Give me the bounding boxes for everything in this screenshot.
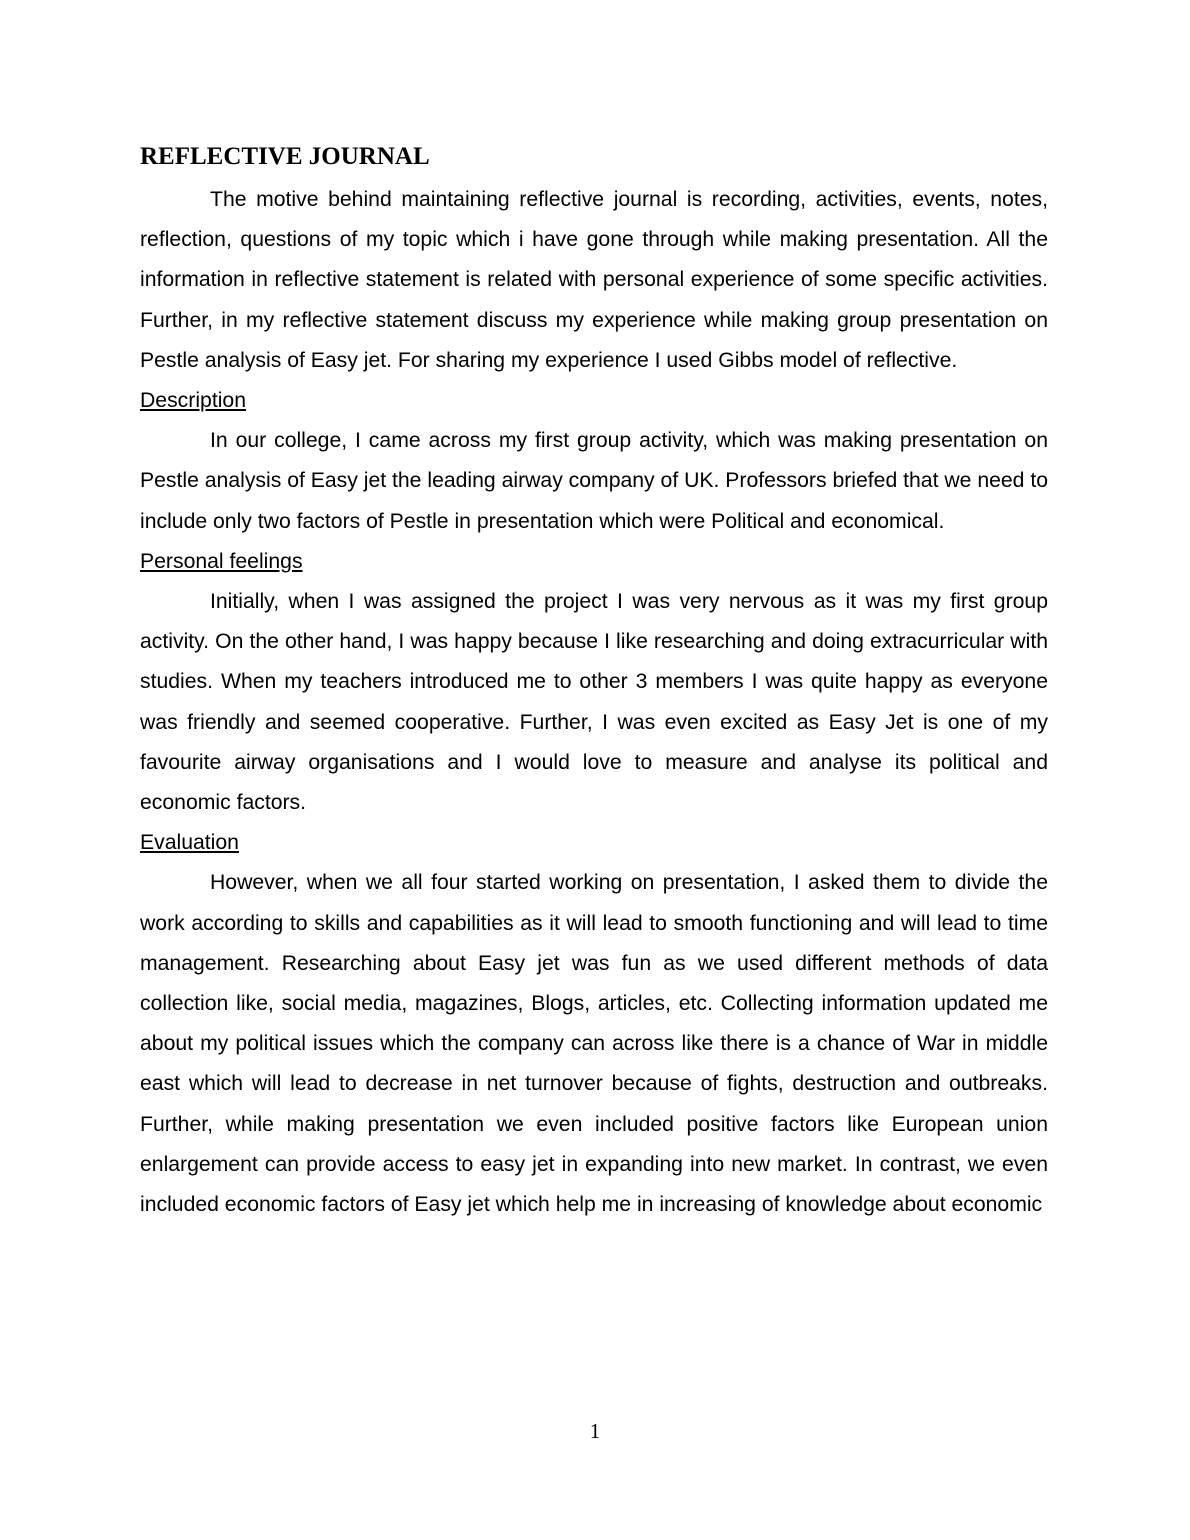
section-paragraph-personal-feelings: Initially, when I was assigned the project I was very nervous as it was my first group activity. On the other hand, I was happy because I like researching and doing extracurricular with studies. When my teachers introduced me to other 3 members I was quite happy as everyone was friendly and seemed cooperative. Further, I was even excited as Easy Jet is one of my favourite airway organisations and I would love to measure and analyse its political and economic factors. (140, 590, 1048, 815)
document-title: REFLECTIVE JOURNAL (140, 143, 430, 170)
section-paragraph-description: In our college, I came across my first group activity, which was making presentation on Pestle analysis of Easy jet the leading airway company of UK. Professors briefed that we need to include only two factors of Pestle in presentation which were Political and economical. (140, 429, 1049, 533)
page-number: 1 (589, 1419, 601, 1443)
section-heading-personal-feelings: Personal feelings (140, 549, 303, 573)
section-heading-description: Description (140, 389, 246, 413)
section-heading-evaluation: Evaluation (140, 831, 239, 855)
intro-paragraph: The motive behind maintaining reflective journal is recording, activities, events, notes, reflection, questions of my topic which i have gone through while making presentation. All the information in reflective statement is related with personal experience of some specific activities. Further, in my reflective statement discuss my experience while making group presentation on Pestle analysis of Easy jet. For sharing my experience I used Gibbs model of reflective. (140, 188, 1048, 372)
document-page (140, 140, 1048, 1225)
section-paragraph-evaluation: However, when we all four started working on presentation, I asked them to divide the work according to skills and capabilities as it will lead to smooth functioning and will lead to time management. Researching about Easy jet was fun as we used different methods of data collection like, social media, magazines, Blogs, articles, etc. Collecting information updated me about my political issues which the company can across like there is a chance of War in middle east which will lead to decrease in net turnover because of fights, destruction and outbreaks. Further, while making presentation we even included positive factors like European union enlargement can provide access to easy jet in expanding into new market. In contrast, we even included economic factors of Easy jet which help me in increasing of knowledge about economic (140, 871, 1048, 1217)
